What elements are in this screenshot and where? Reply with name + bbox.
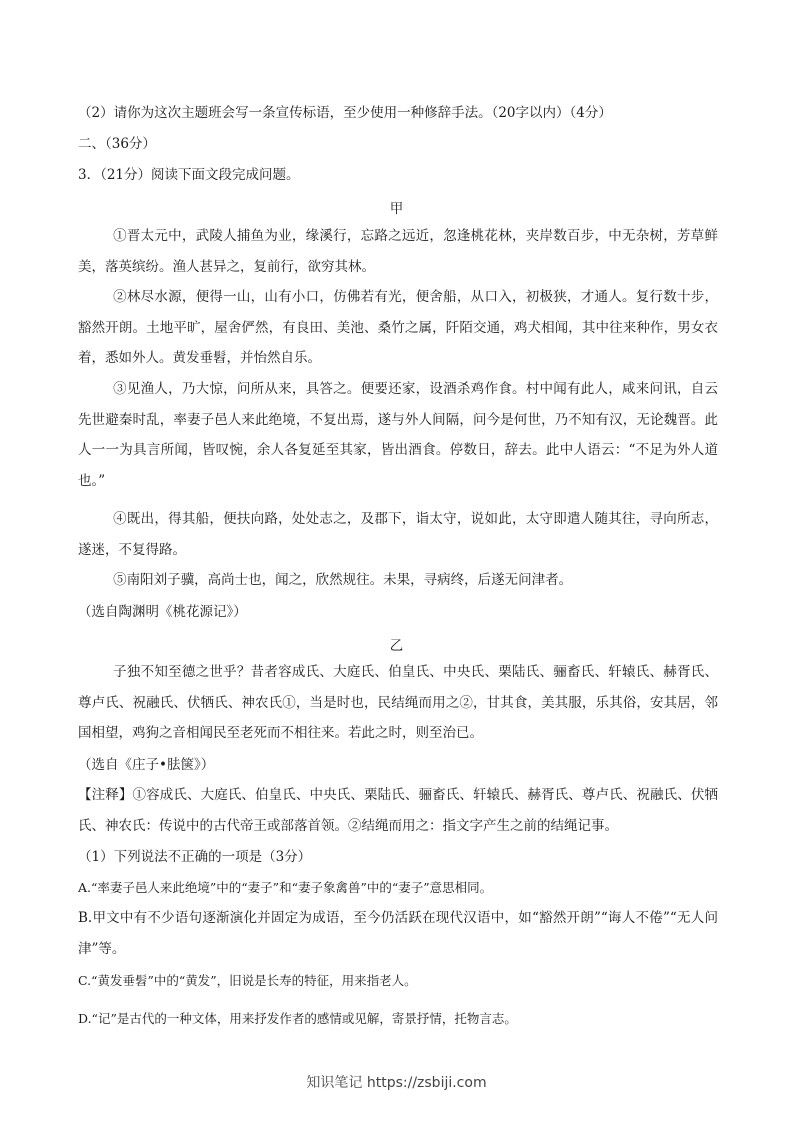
passage-jia-paragraph-5: ⑤南阳刘子骥，高尚士也，闻之，欣然规往。未果，寻病终，后遂无问津者。 xyxy=(113,572,573,588)
option-c: C.“黄发垂髫”中的“黄发”，旧说是长寿的特征，用来指老人。 xyxy=(78,973,417,988)
passage-jia-title: 甲 xyxy=(389,201,404,217)
option-a: A.“率妻子邑人来此绝境”中的“妻子”和“妻子象禽兽”中的“妻子”意思相同。 xyxy=(78,880,493,895)
annotation-notes: 【注释】①容成氏、大庭氏、伯皇氏、中央氏、栗陆氏、骊畜氏、轩辕氏、赫胥氏、尊卢氏、祝融氏、伏牺氏、神农氏：传说中的古代帝王或部落首领。②结绳而用之：指文字产生之前的结绳记事。 xyxy=(78,787,718,834)
passage-yi-title: 乙 xyxy=(389,638,404,654)
section-two-heading: 二、（36分） xyxy=(78,136,156,152)
footer-watermark: 知识笔记 https://zsbiji.com xyxy=(306,1075,487,1091)
passage-jia-paragraph-2: ②林尽水源，便得一山，山有小口，仿佛若有光，便舍船，从口入，初极狭，才通人。复行数十步，豁然开朗。土地平旷，屋舍俨然，有良田、美池、桑竹之属，阡陌交通，鸡犬相闻，其中往来种作，男女衣着，悉如外人。黄发垂髫，并怡然自乐。 xyxy=(78,289,718,366)
passage-jia-source: （选自陶渊明《桃花源记》） xyxy=(78,604,247,620)
passage-jia-paragraph-1: ①晋太元中，武陵人捕鱼为业，缘溪行，忘路之远近，忽逢桃花林，夹岸数百步，中无杂树，芳草鲜美，落英缤纷。渔人甚异之，复前行，欲穷其林。 xyxy=(78,228,718,275)
question-2-prompt: （2）请你为这次主题班会写一条宣传标语，至少使用一种修辞手法。（20字以内）（4分） xyxy=(78,105,612,121)
option-b: B.甲文中有不少语句逐渐演化并固定为成语，至今仍活跃在现代汉语中，如“豁然开朗”“诲人不倦”“无人问津”等。 xyxy=(78,910,718,957)
passage-yi-source: （选自《庄子•胠箧》） xyxy=(78,757,215,773)
option-d: D.“记”是古代的一种文体，用来抒发作者的感情或见解，寄景抒情，托物言志。 xyxy=(78,1011,517,1026)
passage-jia-paragraph-3: ③见渔人，乃大惊，问所从来，具答之。便要还家，设酒杀鸡作食。村中闻有此人，咸来问讯，自云先世避秦时乱，率妻子邑人来此绝境，不复出焉，遂与外人间隔，问今是何世，乃不知有汉，无论魏晋。此人一一为具言所闻，皆叹惋，余人各复延至其家，皆出酒食。停数日，辞去。此中人语云：“不足为外人道也。” xyxy=(78,381,718,489)
sub-question-1: （1）下列说法不正确的一项是（3分） xyxy=(78,849,312,865)
passage-yi-paragraph: 子独不知至德之世乎？昔者容成氏、大庭氏、伯皇氏、中央氏、栗陆氏、骊畜氏、轩辕氏、赫胥氏、尊卢氏、祝融氏、伏牺氏、神农氏①，当是时也，民结绳而用之②，甘其食，美其服，乐其俗，安其居，邻国相望，鸡狗之音相闻民至老死而不相往来。若此之时，则至治已。 xyxy=(78,664,718,741)
passage-jia-paragraph-4: ④既出，得其船，便扶向路，处处志之，及郡下，诣太守，说如此，太守即遣人随其往，寻向所志，遂迷，不复得路。 xyxy=(78,511,718,558)
question-3-prompt: 3．（21分）阅读下面文段完成问题。 xyxy=(78,167,300,183)
